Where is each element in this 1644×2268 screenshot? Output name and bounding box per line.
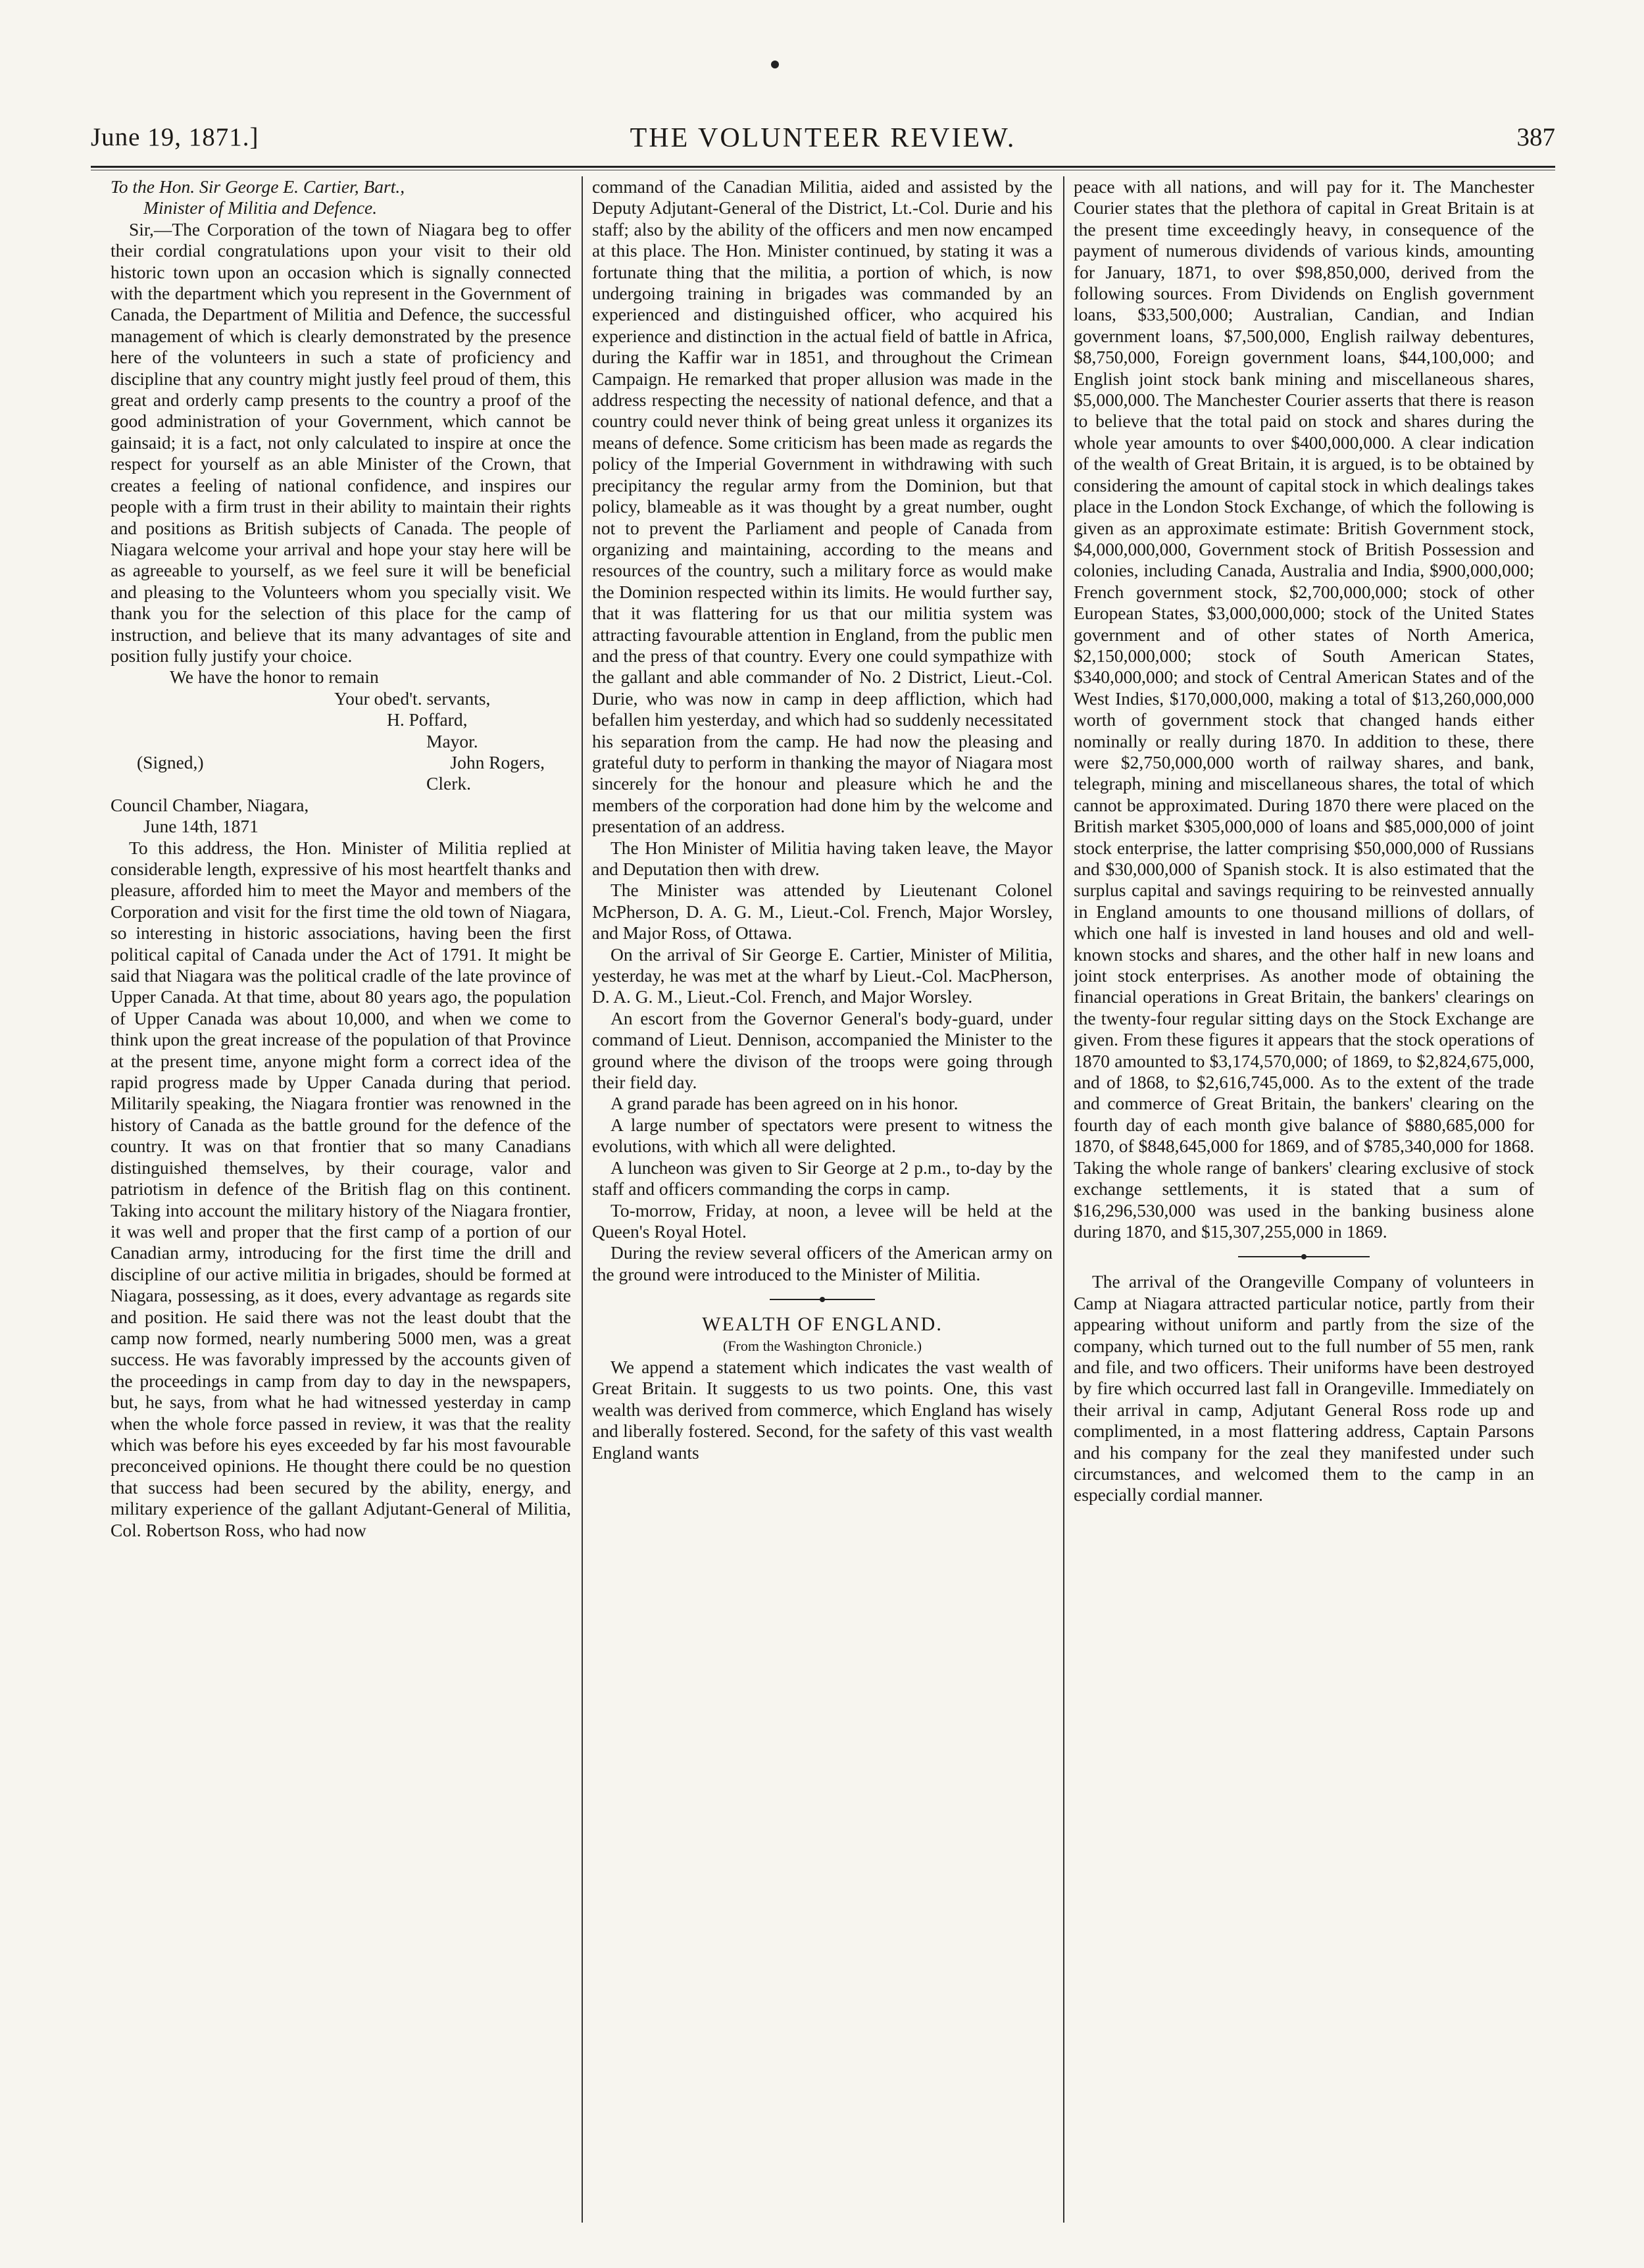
orangeville-paragraph: The arrival of the Orangeville Company of volunteers in Camp at Niagara attracted particular notice, partly from their appearing without uniform and partly from the size of the company, which turned out to the full number of 55 men, rank and file, and two officers. Their uniforms have been destroyed by fire which occurred last fall in Orangeville. Immediately on their arrival in camp, Adjutant General Ross rode up and complimented, in a most flattering address, Captain Parsons and his company for the zeal they manifested under such circumstances, and welcomed them to the camp in an especially cordial manner. (1074, 1271, 1534, 1505)
signer-clerk-name: John Rogers, (450, 751, 545, 772)
paragraph-parade: A grand parade has been agreed on in his honor. (610, 1093, 959, 1114)
header-rule (91, 166, 1555, 168)
paragraph-leave: The Hon Minister of Militia having taken leave, the Mayor and Deputation then with drew. (592, 837, 1053, 879)
address-salutation: To the Hon. Sir George E. Cartier, Bart., (111, 176, 405, 197)
paragraph-review: During the review several officers of the American army on the ground were introduced to the Minister of Militia. (592, 1242, 1053, 1284)
closing-servants: Your obed't. servants, (334, 688, 491, 709)
wealth-paragraph: We append a statement which indicates the vast wealth of Great Britain. It suggests to us two points. One, this vast wealth was derived from commerce, which England has wisely and liberally fostered. Second, for the safety of this vast wealth England wants (592, 1356, 1053, 1463)
reply-paragraph: To this address, the Hon. Minister of Militia replied at considerable length, expressive of his most heartfelt thanks and pleasure, afforded him to meet the Mayor and members of the Corporation and visit for the first time the old town of Niagara, so interesting in historic associations, having been the first political capital of Canada under the Act of 1791. It might be said that Niagara was the political cradle of the late province of Upper Canada. At that time, about 80 years ago, the population of Upper Canada was about 10,000, and when we come to think upon the great increase of the population of that Province at the present time, anyone might form a correct idea of the rapid progress made by Upper Canada during that period. Militarily speaking, the Niagara frontier was renowned in the history of Canada as the battle ground for the defence of the country. It was on that frontier that so many Canadians distinguished themselves, by their courage, valor and patriotism in defence of the British flag on this continent. Taking into account the military history of the Niagara frontier, it was well and proper that the first camp of a portion of our Canadian army, introducing for the first time the drill and discipline of our active militia in brigades, should be formed at Niagara, possessing, as it does, every advantage as regards site and position. He said there was not the least doubt that the camp now formed, nearly numbering 5000 men, was a great success. He was favorably impressed by the accounts given of the proceedings in camp from day to day in the newspapers, but, he says, from what he had witnessed yesterday in camp when the whole force passed in review, it was that the reality which was before his eyes exceeded by far his most favourable preconceived opinions. He thought there could be no question that success had been secured by the ability, energy, and military experience of the gallant Adjutant-General of Militia, Col. Robertson Ross, who had now (111, 837, 571, 1540)
header-title: THE VOLUNTEER REVIEW. (630, 123, 1016, 153)
paragraph-spectators: A large number of spectators were present to witness the evolutions, with which all were delighted. (592, 1114, 1053, 1157)
header-date: June 19, 1871.] (91, 123, 259, 151)
reply-continued: command of the Canadian Militia, aided and assisted by the Deputy Adjutant-General of the District, Lt.-Col. Durie and his staff; also by the ability of the officers and men now encamped at this place. The Hon. Minister continued, by stating it was a fortunate thing that the militia, a portion of which, is now undergoing training in brigades was commanded by an experienced and distinguished officer, who acquired his experience and distinction in the actual field of battle in Africa, during the Kaffir war in 1851, and throughout the Crimean Campaign. He remarked that proper allusion was made in the address respecting the necessity of national defence, and that a country could never think of being great unless it organizes its means of defence. Some criticism has been made as regards the policy of the Imperial Government in withdrawing with such precipitancy the regular army from the Dominion, but that policy, blameable as it was thought by a great number, ought not to prevent the Parliament and people of Canada from organizing and maintaining, according to the means and resources of the country, such a military force as would make the Dominion respected within its limits. He would further say, that it was flattering for us that our militia system was attracting favourable attention in England, from the public men and the press of that country. Every one could sympathize with the gallant and able commander of No. 2 District, Lieut.-Col. Durie, who was now in camp in deep affliction, which had befallen him yesterday, and which had so suddenly necessitated his separation from the camp. He had now the pleasing and grateful duty to perform in thanking the mayor of Niagara most sincerely for the honour and pleasure which he and the members of the corporation had done him by the welcome and presentation of an address. (592, 176, 1053, 837)
column-divider-2 (1063, 176, 1064, 2223)
signer-clerk-title: Clerk. (426, 773, 471, 794)
signer-mayor-name: H. Poffard, (387, 709, 468, 730)
column-1 (111, 176, 571, 2242)
header-page-number: 387 (1516, 123, 1555, 151)
address-body: Sir,—The Corporation of the town of Niagara beg to offer their cordial congratulations upon your visit to their old historic town upon an occasion which is signally connected with the department which you represent in the Government of Canada, the Department of Militia and Defence, the successful management of which is clearly demonstrated by the presence here of the volunteers in such a state of proficiency and discipline that any country might justly feel proud of them, this great and orderly camp presents to the country a proof of the good administration of your Government, which cannot be gainsaid; it is a fact, not only calculated to inspire at once the respect for yourself as an able Minister of the Crown, that creates a feeling of national confidence, and inspires our people with a firm trust in their ability to maintain their rights and positions as British subjects of Canada. The people of Niagara welcome your arrival and hope your stay here will be as agreeable to yourself, as we feel sure it will be beneficial and pleasing to the Volunteers whom you specially visit. We thank you for the selection of this place for the camp of instruction, and believe that its many advantages of site and position fully justify your choice. (111, 218, 571, 666)
paragraph-levee: To-morrow, Friday, at noon, a levee will be held at the Queen's Royal Hotel. (592, 1199, 1053, 1242)
signed-label: (Signed,) (137, 751, 204, 772)
place-line: Council Chamber, Niagara, (111, 794, 309, 815)
signed-row (111, 752, 571, 773)
column-3 (1074, 176, 1534, 2242)
paragraph-attended: The Minister was attended by Lieutenant Colonel McPherson, D. A. G. M., Lieut.-Col. French, Major Worsley, and Major Ross, of Ottawa. (592, 880, 1053, 944)
section-ornament (684, 1294, 960, 1305)
signer-mayor-title: Mayor. (426, 730, 478, 751)
column-2 (592, 176, 1053, 2242)
paragraph-escort: An escort from the Governor General's body-guard, under command of Lieut. Dennison, accompanied the Minister to the ground where the divison of the troops were going through their field day. (592, 1007, 1053, 1093)
paragraph-luncheon: A luncheon was given to Sir George at 2 p.m., to-day by the staff and officers commanding the corps in camp. (592, 1157, 1053, 1199)
address-salutation-title: Minister of Militia and Defence. (143, 197, 378, 218)
page-header (91, 122, 1555, 162)
article-source: (From the Washington Chronicle.) (722, 1337, 922, 1354)
ink-dot (771, 61, 779, 68)
paragraph-arrival: On the arrival of Sir George E. Cartier, Minister of Militia, yesterday, he was met at the wharf by Lieut.-Col. MacPherson, D. A. G. M., Lieut.-Col. French, and Major Worsley. (592, 944, 1053, 1007)
date-line: June 14th, 1871 (143, 816, 259, 837)
section-ornament (1166, 1251, 1442, 1262)
column-divider-1 (582, 176, 583, 2223)
closing-line: We have the honor to remain (170, 667, 379, 688)
article-headline: WEALTH OF ENGLAND. (702, 1313, 943, 1336)
wealth-continued: peace with all nations, and will pay for it. The Manchester Courier states that the plethora of capital in Great Britain is at the present time exceedingly heavy, in consequence of the payment of numerous dividends of various kinds, amounting for January, 1871, to over $98,850,000, derived from the following sources. From Dividends on English government loans, $33,500,000; Australian, Candian, and Indian government loans, $7,500,000, English railway debentures, $8,750,000, Foreign government loans, $44,100,000; and English joint stock bank mining and miscellaneous shares, $5,000,000. The Manchester Courier asserts that there is reason to believe that the total paid on stock and shares during the whole year amounts to over $400,000,000. A clear indication of the wealth of Great Britain, it is argued, is to be obtained by considering the amount of capital stock in which dealings takes place in the London Stock Exchange, of which the following is given as an approximate estimate: British Government stock, $4,000,000,000, Government stock of British Possession and colonies, including Canada, Australia and India, $900,000,000; French government stock, $2,700,000,000; stock of other European States, $3,000,000,000; stock of the United States government and of other states of North America, $2,150,000,000; stock of South American States, $340,000,000; and stock of Central American States and of the West Indies, $170,000,000, making a total of $13,260,000,000 worth of government stock that changed hands either nominally or really during 1870. In addition to these, there were $2,750,000,000 worth of railway shares, and bank, telegraph, mining and miscellaneous shares, the total of which cannot be approximated. During 1870 there were placed on the British market $305,000,000 of loans and $85,000,000 of joint stock enterprise, the latter comprising $50,000,000 of Russians and $30,000,000 of Spanish stock. It is also estimated that the surplus capital and savings requiring to be reinvested annually in England amounts to one thousand millions of dollars, of which one half is invested in land houses and old and well-known stocks and shares, and the other half in new loans and joint stock enterprises. As another mode of obtaining the financial operations in Great Britain, the bankers' clearings on the twenty-four regular sitting days on the Stock Exchange are given. From these figures it appears that the stock operations of 1870 amounted to $3,174,570,000; of 1869, to $2,824,675,000, and of 1868, to $2,616,745,000. As to the extent of the trade and commerce of Great Britain, the bankers' clearing on the fourth day of each month give balance of $880,685,000 for 1870, of $848,645,000 for 1869, and of $785,340,000 for 1868. Taking the whole range of bankers' clearing exclusive of stock exchange settlements, it is stated that a sum of $16,296,530,000 was used in the banking business alone during 1870, and $15,307,255,000 in 1869. (1074, 176, 1534, 1242)
